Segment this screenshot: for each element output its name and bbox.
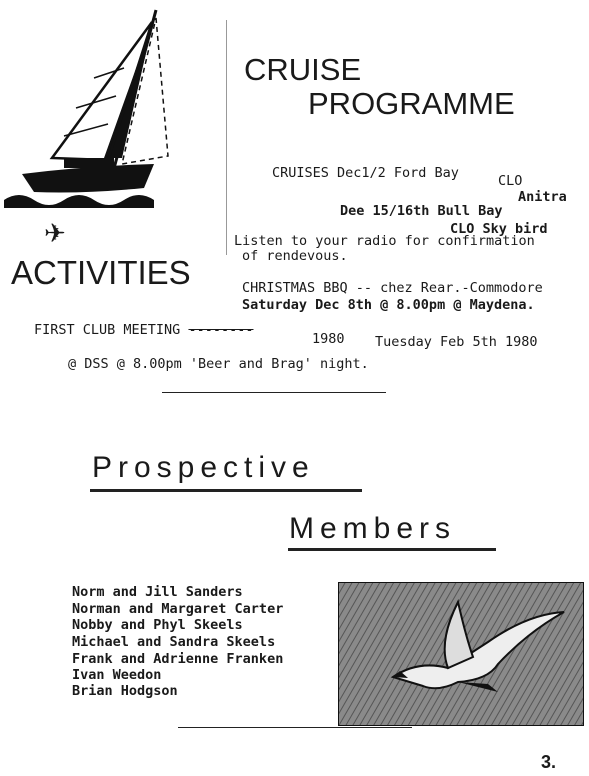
member-item: Brian Hodgson <box>72 683 178 699</box>
seagull-image <box>338 582 584 726</box>
member-item: Norman and Margaret Carter <box>72 601 284 617</box>
cruises-line2-clo: CLO Sky bird <box>450 221 548 237</box>
member-item: Ivan Weedon <box>72 667 162 683</box>
activities-heading: ACTIVITIES <box>11 254 191 291</box>
page-number: 3. <box>541 752 557 772</box>
first-meeting-year: 1980 <box>312 331 345 347</box>
first-meeting-struck: -------- <box>188 322 254 338</box>
members-heading: Members <box>289 512 457 545</box>
cruise-heading-line1: CRUISE <box>244 52 362 87</box>
prospective-underline <box>90 489 362 492</box>
member-item: Michael and Sandra Skeels <box>72 634 276 650</box>
cruises-line2: Dee 15/16th Bull Bay <box>340 203 503 219</box>
first-meeting-prefix: FIRST CLUB MEETING <box>34 322 181 338</box>
heading-divider <box>226 20 227 255</box>
first-meeting-line1 <box>34 322 253 338</box>
prospective-heading: Prospective <box>92 451 315 484</box>
member-item: Frank and Adrienne Franken <box>72 651 284 667</box>
cruises-line1 <box>272 165 459 181</box>
section-divider <box>162 392 386 393</box>
bottom-divider <box>178 727 412 728</box>
first-meeting-line2: @ DSS @ 8.00pm 'Beer and Brag' night. <box>68 356 369 372</box>
member-item: Norm and Jill Sanders <box>72 584 243 600</box>
cruises-line1-clo: CLO <box>498 173 523 189</box>
cruise-heading-line2: PROGRAMME <box>308 86 515 121</box>
radio-line2: of rendevous. <box>242 248 348 264</box>
members-underline <box>288 548 496 551</box>
christmas-line2: Saturday Dec 8th @ 8.00pm @ Maydena. <box>242 297 535 313</box>
radio-line1: Listen to your radio for confirmation <box>234 233 535 249</box>
christmas-line1: CHRISTMAS BBQ -- chez Rear.-Commodore <box>242 280 543 296</box>
first-meeting-date: Tuesday Feb 5th 1980 <box>375 334 538 350</box>
member-item: Nobby and Phyl Skeels <box>72 617 243 633</box>
sailboat-illustration <box>4 8 174 208</box>
cruises-line1-text: CRUISES Dec1/2 Ford Bay <box>272 165 459 181</box>
cruises-boat-anitra: Anitra <box>518 189 567 205</box>
bird-glyph-icon: ✈ <box>44 218 66 248</box>
